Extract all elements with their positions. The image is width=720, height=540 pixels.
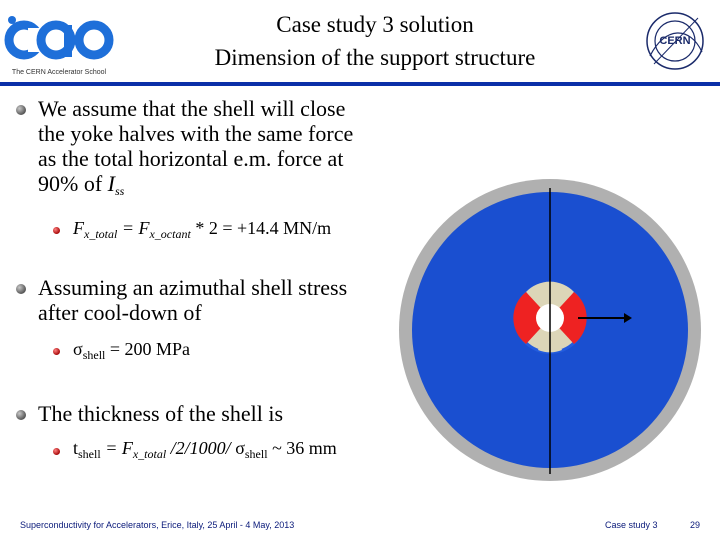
stress-equation [73, 338, 190, 366]
bullet-marker [16, 284, 26, 294]
bullet-marker [16, 105, 26, 115]
sub-bullet-marker [53, 448, 60, 455]
bullet-1-text [38, 96, 398, 204]
current-symbol: I [107, 171, 115, 196]
bullet-1-line: the yoke halves with the same force [38, 121, 354, 146]
thickness-subscript: shell [78, 447, 101, 461]
force-equation [73, 217, 331, 245]
cern-logo [640, 6, 710, 76]
bullet-2-line: after cool-down of [38, 300, 202, 325]
bullet-3-text: The thickness of the shell is [38, 401, 284, 426]
sigma-subscript: shell [82, 348, 106, 362]
bullet-1-line: We assume that the shell will close [38, 96, 346, 121]
title-line-1: Case study 3 solution [276, 12, 474, 37]
footer-conference: Superconductivity for Accelerators, Erice, Italy, 25 April - 4 May, 2013 [20, 520, 295, 530]
octant-subscript: x_octant [149, 227, 191, 241]
divisor-text: /2/1000/ [166, 438, 236, 458]
footer-case-study: Case study 3 [605, 520, 658, 530]
thickness-value: ~ 36 mm [267, 438, 337, 458]
cas-logo [4, 6, 114, 78]
cern-logo-text: CERN [659, 35, 691, 47]
page-number: 29 [690, 520, 701, 530]
force-symbol-octant: = F [117, 218, 150, 238]
force-symbol: F [73, 218, 84, 238]
sigma-subscript: shell [244, 447, 268, 461]
sub-bullet-marker [53, 227, 60, 234]
bullet-1-line [38, 171, 398, 204]
bullet-1-last: 90% of [38, 171, 108, 196]
bullet-2-text [38, 275, 398, 325]
bullet-2-line: Assuming an azimuthal shell stress [38, 275, 348, 300]
force-value: * 2 = +14.4 MN/m [190, 218, 332, 238]
force-symbol: = F [100, 438, 133, 458]
force-subscript: x_total [132, 447, 167, 461]
title-line-2: Dimension of the support structure [214, 45, 536, 70]
sigma-symbol: σ [73, 339, 83, 359]
sub-bullet-marker [53, 348, 60, 355]
thickness-equation [73, 437, 337, 465]
force-subscript: x_total [84, 227, 118, 241]
bullet-marker [16, 410, 26, 420]
current-subscript: ss [114, 184, 125, 198]
slide-header [0, 0, 720, 82]
slide-title [140, 8, 610, 74]
sigma-symbol: σ [235, 438, 245, 458]
stress-value: = 200 MPa [105, 339, 191, 359]
magnet-cross-section [398, 178, 702, 482]
thickness-symbol: t [73, 438, 79, 458]
header-rule [0, 82, 720, 86]
bullet-1-line: as the total horizontal e.m. force at [38, 146, 344, 171]
cas-logo-caption: The CERN Accelerator School [11, 69, 107, 76]
